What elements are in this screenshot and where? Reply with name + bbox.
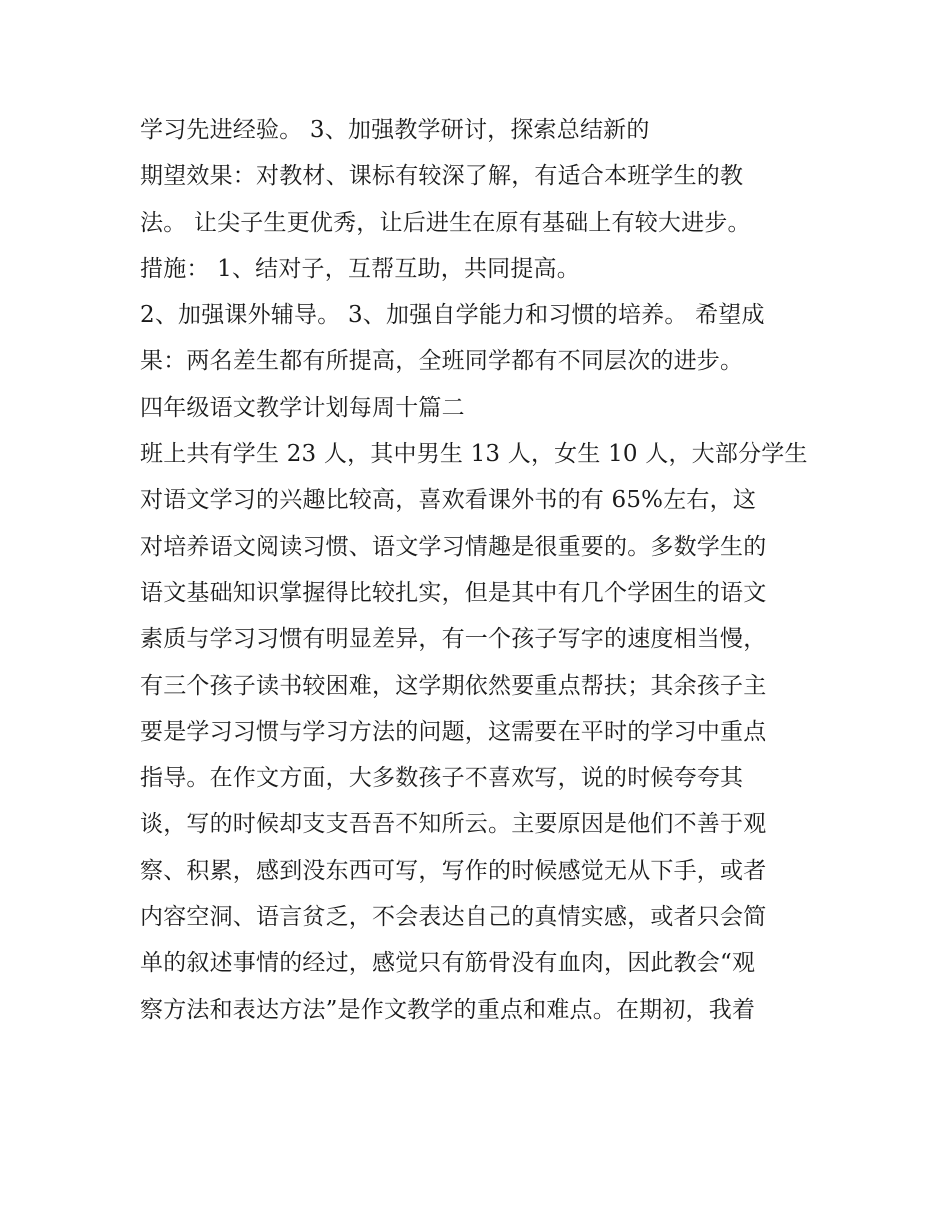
text-line: 有三个孩子读书较困难，这学期依然要重点帮扶；其余孩子主 bbox=[140, 672, 767, 699]
document-body bbox=[140, 107, 820, 1033]
text-line: 内容空洞、语言贫乏，不会表达自己的真情实感，或者只会简 bbox=[140, 904, 767, 931]
text-line: 对培养语文阅读习惯、语文学习情趣是很重要的。多数学生的 bbox=[140, 533, 767, 560]
text-line: 谈，写的时候却支支吾吾不知所云。主要原因是他们不善于观 bbox=[140, 811, 767, 838]
text-line: 单的叙述事情的经过，感觉只有筋骨没有血肉，因此教会“观 bbox=[140, 950, 756, 977]
text-line: 学习先进经验。 3、加强教学研讨，探索总结新的 bbox=[140, 117, 650, 143]
text-line: 指导。在作文方面，大多数孩子不喜欢写，说的时候夸夸其 bbox=[140, 765, 744, 792]
text-line: 素质与学习习惯有明显差异，有一个孩子写字的速度相当慢， bbox=[140, 626, 767, 653]
text-line: 期望效果：对教材、课标有较深了解，有适合本班学生的教 bbox=[140, 163, 744, 190]
text-line: 察方法和表达方法”是作文教学的重点和难点。在期初，我着 bbox=[140, 996, 756, 1023]
text-line: 要是学习习惯与学习方法的问题，这需要在平时的学习中重点 bbox=[140, 718, 767, 745]
text-line: 2、加强课外辅导。 3、加强自学能力和习惯的培养。 希望成 bbox=[140, 302, 765, 329]
text-line: 察、积累，感到没东西可写，写作的时候感觉无从下手，或者 bbox=[140, 857, 767, 884]
section-heading: 四年级语文教学计划每周十篇二 bbox=[140, 394, 465, 421]
text-line: 果：两名差生都有所提高，全班同学都有不同层次的进步。 bbox=[140, 348, 744, 375]
text-line: 班上共有学生 23 人，其中男生 13 人，女生 10 人，大部分学生 bbox=[140, 441, 808, 468]
text-line: 对语文学习的兴趣比较高，喜欢看课外书的有 65%左右，这 bbox=[140, 487, 757, 514]
text-line: 措施： 1、结对子，互帮互助，共同提高。 bbox=[140, 255, 580, 282]
text-line: 语文基础知识掌握得比较扎实，但是其中有几个学困生的语文 bbox=[140, 579, 767, 606]
text-line: 法。 让尖子生更优秀，让后进生在原有基础上有较大进步。 bbox=[140, 209, 751, 236]
